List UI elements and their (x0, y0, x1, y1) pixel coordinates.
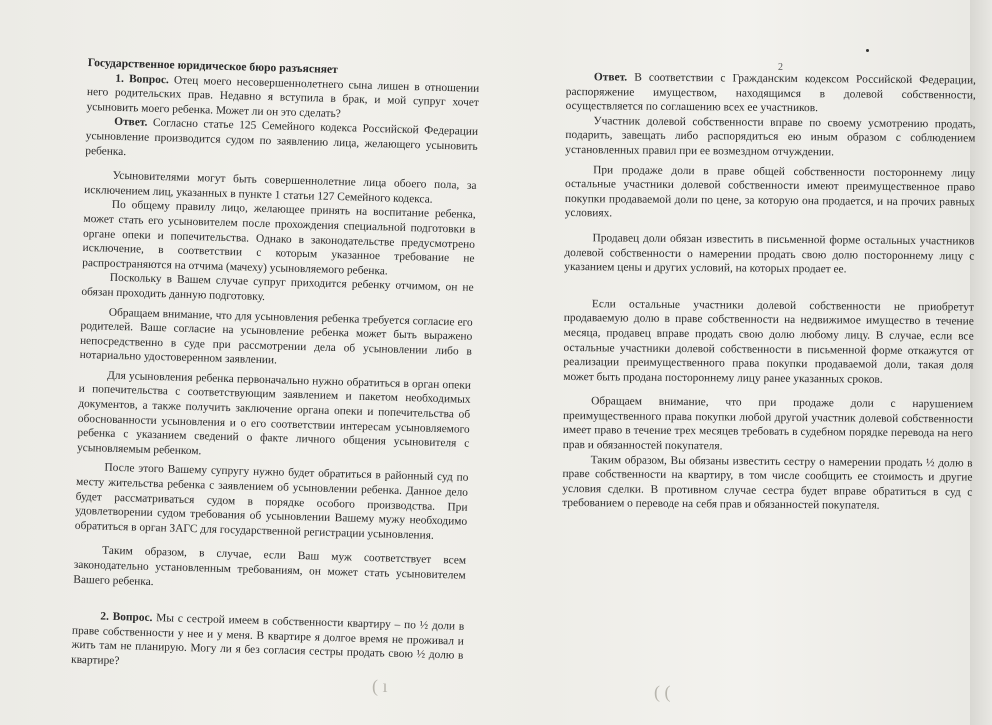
answer-2-paragraph: Если остальные участники долевой собственности не приобретут продаваемую долю в праве собственности на недвижимое имущество в течение месяца, продавец вправе продать свою долю любому лицу. В случае, если все остальные участники долевой собственности в письменной форме откажутся от реализации преимущественного права покупки продаваемой доли, такая доля может быть продана постороннему лицу ранее указанных сроков. (563, 297, 974, 386)
question-2 (71, 609, 464, 678)
answer-1-label: Ответ. (113, 116, 148, 130)
answer-2-paragraph: При продаже доли в праве общей собственности постороннему лицу остальные участники долевой собственности имеют преимущественное право покупки продаваемой доли по цене, за которую она продается, и на прочих равных условиях. (564, 163, 976, 220)
question-2-label: 2. Вопрос. (100, 610, 153, 625)
scan-speck (866, 49, 869, 52)
answer-2-text: В соответствии с Гражданским кодексом Российской Федерации, распоряжение имуществом, находящимся в долевой собственности, осуществляется по соглашению всех ее участников. (565, 71, 976, 115)
answer-2 (566, 70, 976, 117)
question-1-label: 1. Вопрос. (115, 72, 170, 86)
answer-1-paragraph: По общему правилу лицо, желающее принять на воспитание ребенка, может стать его усыновителем после прохождения специальной подготовки в органе опеки и попечительства. Однако в законодательстве предусмотрено исключение, в соответствии с которым указанное требование не распространяются на отчима (мачеху) усыновляемого ребенка. (82, 199, 476, 278)
answer-2-paragraph: Участник долевой собственности вправе по своему усмотрению продать, подарить, завещать либо распорядиться ею иным образом с соблюдением установленных правил при ее возмездном отчуждении. (565, 115, 976, 159)
question-2-text: Мы с сестрой имеем в собственности квартиру – по ½ доли в праве собственности у нее и у меня. В квартире я долгое время не проживал и жить там не планирую. Могу ли я без согласия сестры продать свою ½ долю в квартире? (70, 612, 465, 668)
question-1-text: Отец моего несовершеннолетнего сына лишен в отношении него родительских прав. Недавно я вступила в брак, и мой супруг хочет усыновить моего ребенка. Может ли он это сделать? (86, 74, 480, 120)
answer-1-paragraph: Для усыновления ребенка первоначально нужно обратиться в орган опеки и попечительства с соответствующим заявлением и пакетом необходимых документов, а также получить заключение органа опеки и попечительства об обоснованности усыновления и о его соответствии интересам усыновляемого ребенка с указанием сведений о факте личного общения усыновителя с усыновляемым ребенком. (76, 369, 472, 458)
stamp-mark-left: ( ı (372, 676, 388, 696)
left-page (71, 56, 480, 678)
answer-1-text: Согласно статье 125 Семейного кодекса Российской Федерации усыновление производится судом по заявлению лица, желающего усыновить ребенка. (85, 117, 479, 158)
document-title: Государственное юридическое бюро разъясняет (87, 56, 339, 76)
answer-1-paragraph: Таким образом, в случае, если Ваш муж соответствует всем законодательно установленным требованиям, он может стать усыновителем Вашего ребенка. (73, 544, 467, 588)
answer-2-paragraph: Продавец доли обязан известить в письменной форме остальных участников долевой собственности о намерении продать свою долю постороннему лицу с указанием цены и других условий, на которых продает ее. (564, 232, 975, 276)
stamp-mark-right: ( ( (654, 682, 671, 702)
right-page (562, 70, 976, 515)
answer-1-paragraph: Усыновителями могут быть совершеннолетние лица обоего пола, за исключением лиц, указанных в пункте 1 статьи 127 Семейного кодекса. (84, 169, 477, 206)
page-number: 2 (778, 62, 783, 73)
answer-2-paragraph: Таким образом, Вы обязаны известить сестру о намерении продать ½ долю в праве собственности на квартиру, в том числе сообщить ее стоимость и другие условия сделки. В противном случае сестра будет вправе обратиться в суд с требованием о переводе на себя прав и обязанностей покупателя. (562, 453, 973, 513)
answer-2-paragraph: Обращаем внимание, что при продаже доли с нарушением преимущественного права покупки любой другой участник долевой собственности имеет право в течение трех месяцев требовать в судебном порядке перевода на него прав и обязанностей покупателя. (562, 395, 974, 453)
answer-1-paragraph: Обращаем внимание, что для усыновления ребенка требуется согласие его родителей. Ваше согласие на усыновление ребенка может быть выражено непосредственно в суде при рассмотрении дела об усыновлении либо в нотариально удостоверенном заявлении. (79, 306, 473, 367)
answer-1-paragraph: После этого Вашему супругу нужно будет обратиться в районный суд по месту жительства ребенка с заявлением об усыновлении ребенка. Данное дело будет рассматриваться судом в порядке особого производства. При удовлетворении судом требования об усыновлении Вашему мужу необходимо обратиться в орган ЗАГС для государственной регистрации усыновления. (74, 462, 469, 542)
answer-1-paragraph: Поскольку в Вашем случае супруг приходится ребенку отчимом, он не обязан проходить данную подготовку. (81, 272, 474, 303)
answer-2-label: Ответ. (593, 71, 628, 84)
